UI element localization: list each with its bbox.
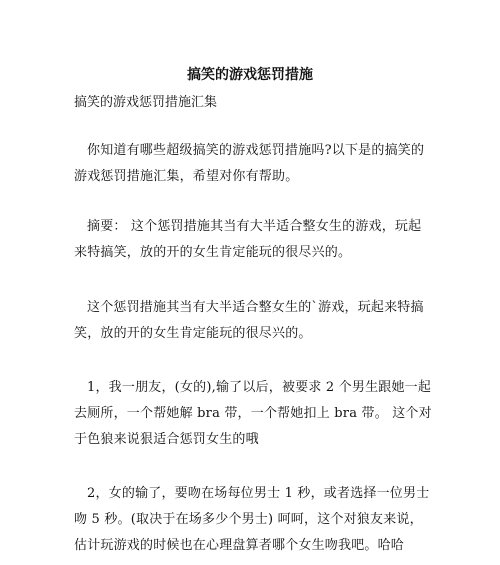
- document-subtitle: 搞笑的游戏惩罚措施汇集: [74, 95, 218, 110]
- paragraph-summary: 摘要： 这个惩罚措施其当有大半适合整女生的游戏，玩起来特搞笑，放的开的女生肯定能玩的很尽兴的。: [74, 219, 422, 260]
- paragraph-intro: 你知道有哪些超级搞笑的游戏惩罚措施吗?以下是的搞笑的游戏惩罚措施汇集，希望对你有帮助。: [74, 143, 425, 184]
- paragraph-description: 这个惩罚措施其当有大半适合整女生的`游戏，玩起来特搞笑，放的开的女生肯定能玩的很尽兴的。: [74, 300, 424, 341]
- paragraph-item-1: 1，我一朋友，(女的),输了以后，被要求 2 个男生跟她一起去厕所，一个帮她解 bra 带，一个帮她扣上 bra 带。 这个对于色狼来说狠适合惩罚女生的哦: [74, 380, 432, 447]
- document-title: 搞笑的游戏惩罚措施: [187, 67, 313, 83]
- paragraph-item-2: 2，女的输了，要吻在场每位男士 1 秒，或者选择一位男士吻 5 秒。(取决于在场多少个男士) 呵呵，这个对狼友来说，估计玩游戏的时候也在心理盘算者哪个女生吻我吧。哈哈: [74, 486, 430, 553]
